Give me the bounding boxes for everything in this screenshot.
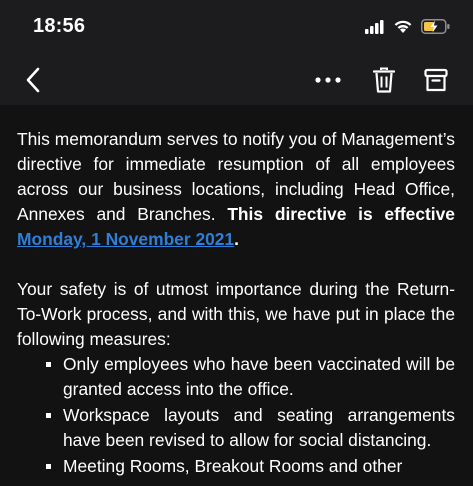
email-body xyxy=(17,127,455,480)
top-bar xyxy=(0,0,473,105)
list-item xyxy=(17,352,455,402)
bullet xyxy=(46,362,51,367)
bullet xyxy=(46,413,51,418)
measure-text: Meeting Rooms, Breakout Rooms and other xyxy=(63,456,403,476)
bullet xyxy=(46,464,51,469)
status-icons xyxy=(365,18,451,40)
more-options-icon[interactable] xyxy=(313,68,343,92)
safety-paragraph: Your safety is of utmost importance during the Return-To-Work process, and with this, we have put in place the following measures: xyxy=(17,279,455,349)
trash-icon[interactable] xyxy=(370,66,398,94)
period: . xyxy=(234,229,239,249)
effective-date-link[interactable]: Monday, 1 November 2021 xyxy=(17,229,235,249)
list-item xyxy=(17,403,455,453)
measure-text: Workspace layouts and seating arrangements have been revised to allow for social distancing. xyxy=(63,405,455,450)
cellular-signal-icon xyxy=(365,20,385,39)
memo-intro-text: This memorandum serves to notify you of Management’s directive for immediate resumption of all employees across our business locations, including Head Office, Annexes and Branches. xyxy=(17,129,455,224)
back-chevron-icon[interactable] xyxy=(20,66,46,94)
wifi-icon xyxy=(393,19,413,39)
measure-text: Only employees who have been vaccinated will be granted access into the office. xyxy=(63,354,455,399)
archive-icon[interactable] xyxy=(422,66,450,94)
status-time: 18:56 xyxy=(33,15,86,37)
battery-charging-icon xyxy=(421,19,451,39)
list-item xyxy=(17,454,455,479)
memo-paragraph xyxy=(17,127,455,252)
measures-list xyxy=(17,352,455,479)
effective-statement: This directive is effective xyxy=(227,204,455,224)
